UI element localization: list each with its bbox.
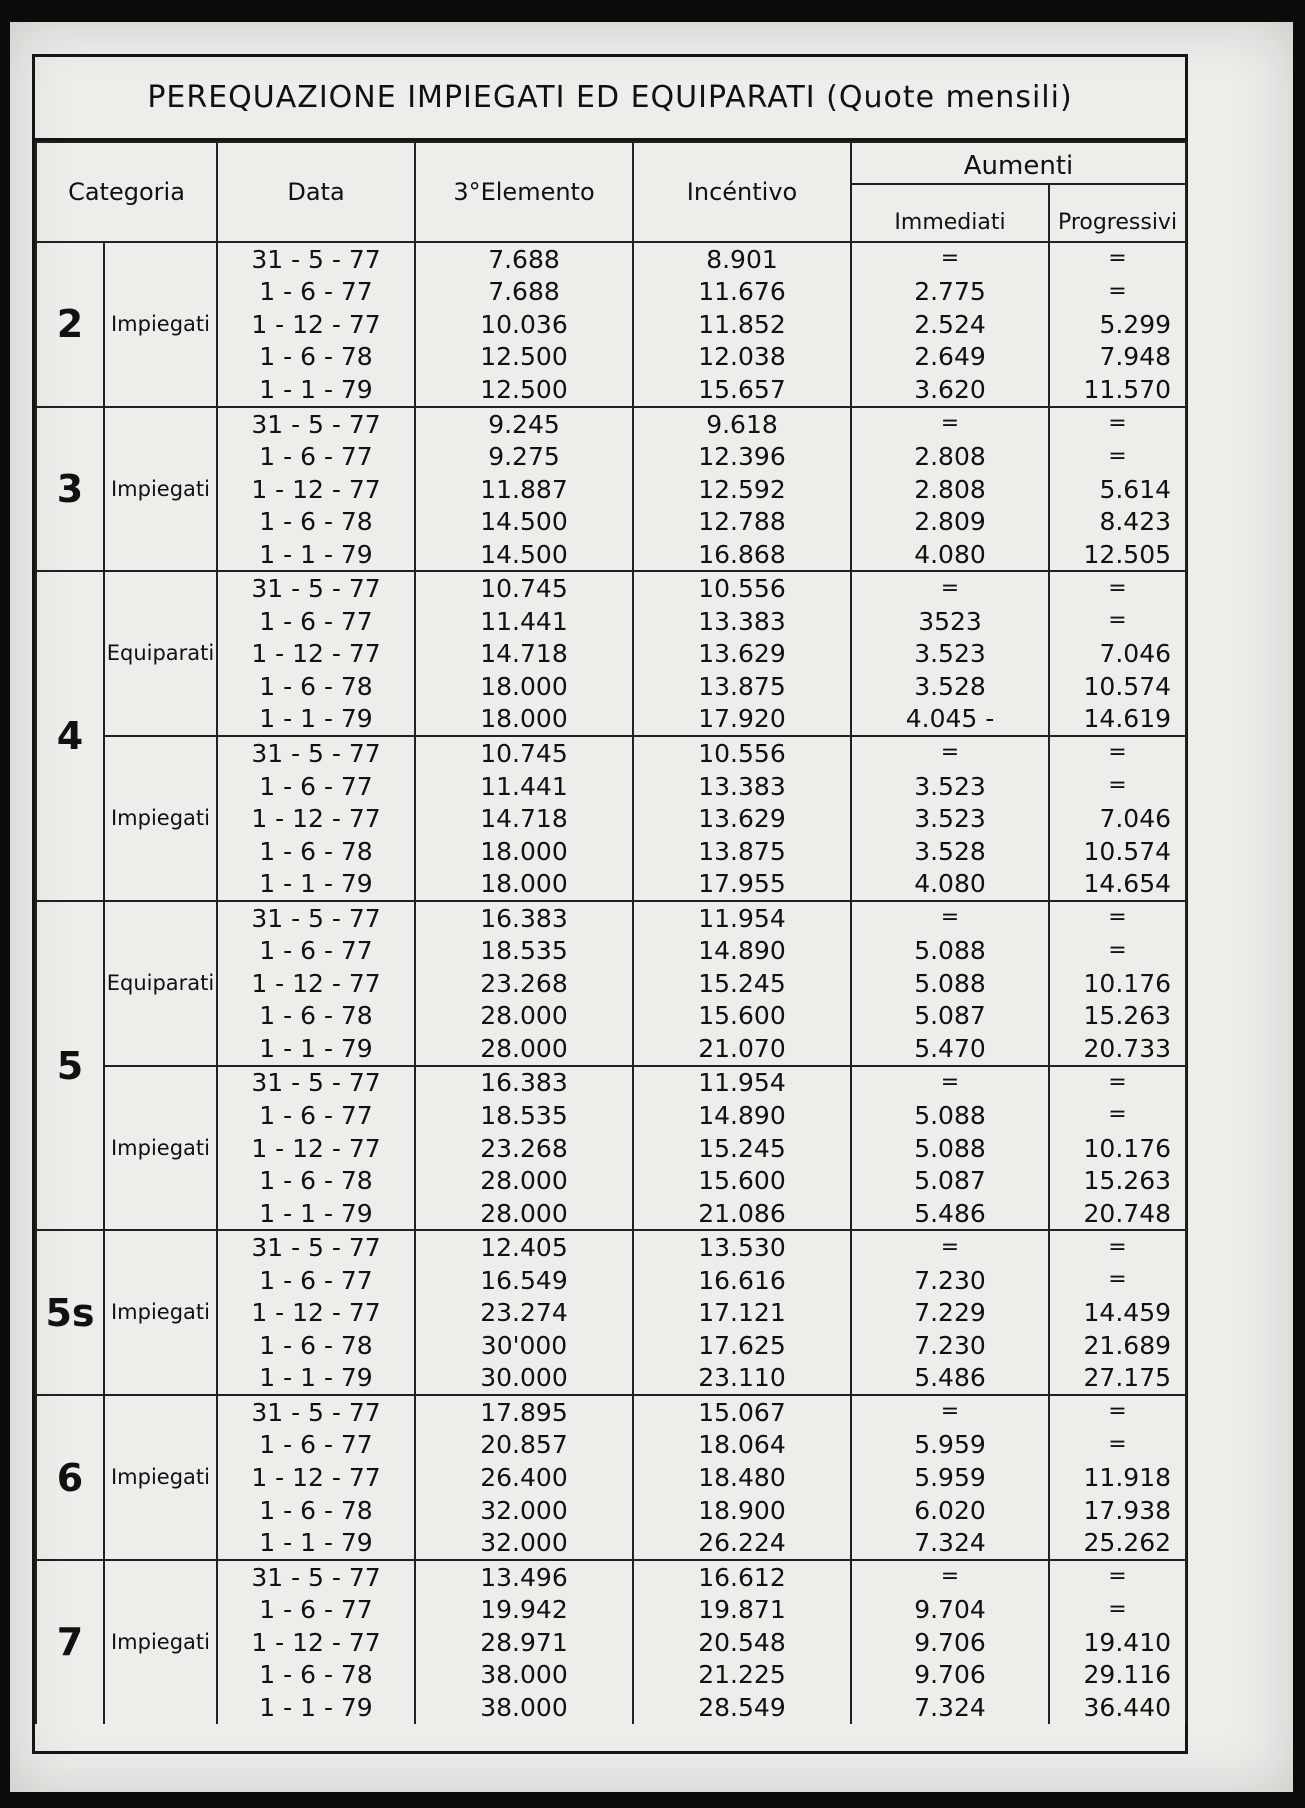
progressivi-cell: = [1049, 770, 1186, 803]
date-cell: 1 - 1 - 79 [217, 373, 415, 407]
progressivi-cell: = [1049, 605, 1186, 638]
progressivi-cell: = [1049, 440, 1186, 473]
terzo-elemento-cell: 23.268 [415, 967, 633, 1000]
progressivi-cell: 27.175 [1049, 1362, 1186, 1396]
terzo-elemento-cell: 14.500 [415, 505, 633, 538]
date-cell: 1 - 6 - 77 [217, 1099, 415, 1132]
date-cell: 31 - 5 - 77 [217, 1395, 415, 1429]
incentivo-cell: 10.556 [633, 571, 851, 605]
type-cell: Impiegati [104, 1560, 217, 1724]
progressivi-cell: 5.299 [1049, 308, 1186, 341]
immediati-cell: 7.324 [851, 1691, 1049, 1724]
category-cell: 7 [36, 1560, 104, 1724]
date-cell: 1 - 6 - 77 [217, 276, 415, 309]
incentivo-cell: 21.086 [633, 1197, 851, 1231]
progressivi-cell: 10.574 [1049, 835, 1186, 868]
terzo-elemento-cell: 14.718 [415, 638, 633, 671]
incentivo-cell: 15.600 [633, 1164, 851, 1197]
date-cell: 1 - 12 - 77 [217, 638, 415, 671]
perequazione-table [35, 141, 1187, 1724]
date-cell: 1 - 12 - 77 [217, 802, 415, 835]
terzo-elemento-cell: 18.000 [415, 867, 633, 901]
date-cell: 31 - 5 - 77 [217, 242, 415, 276]
date-cell: 1 - 12 - 77 [217, 1461, 415, 1494]
type-cell: Impiegati [104, 736, 217, 901]
progressivi-cell: = [1049, 1099, 1186, 1132]
date-cell: 1 - 6 - 77 [217, 605, 415, 638]
terzo-elemento-cell: 30'000 [415, 1329, 633, 1362]
progressivi-cell: 11.918 [1049, 1461, 1186, 1494]
date-cell: 1 - 6 - 78 [217, 1164, 415, 1197]
progressivi-cell: 12.505 [1049, 538, 1186, 572]
terzo-elemento-cell: 23.274 [415, 1297, 633, 1330]
incentivo-cell: 12.396 [633, 440, 851, 473]
date-cell: 31 - 5 - 77 [217, 571, 415, 605]
incentivo-cell: 12.788 [633, 505, 851, 538]
type-cell: Equiparati [104, 901, 217, 1066]
progressivi-cell: = [1049, 1264, 1186, 1297]
category-cell: 5 [36, 901, 104, 1230]
type-cell: Impiegati [104, 1395, 217, 1560]
incentivo-cell: 18.064 [633, 1429, 851, 1462]
immediati-cell: 5.088 [851, 934, 1049, 967]
immediati-cell: 7.230 [851, 1329, 1049, 1362]
progressivi-cell: 14.459 [1049, 1297, 1186, 1330]
date-cell: 1 - 1 - 79 [217, 1362, 415, 1396]
incentivo-cell: 9.618 [633, 407, 851, 441]
date-cell: 1 - 6 - 77 [217, 1264, 415, 1297]
date-cell: 1 - 6 - 78 [217, 670, 415, 703]
immediati-cell: 2.524 [851, 308, 1049, 341]
immediati-cell: 5.087 [851, 1000, 1049, 1033]
immediati-cell: 3.620 [851, 373, 1049, 407]
progressivi-cell: 7.046 [1049, 638, 1186, 671]
date-cell: 1 - 6 - 78 [217, 835, 415, 868]
incentivo-cell: 23.110 [633, 1362, 851, 1396]
table-row [36, 242, 1186, 276]
immediati-cell: 5.486 [851, 1197, 1049, 1231]
incentivo-cell: 21.225 [633, 1659, 851, 1692]
incentivo-cell: 15.600 [633, 1000, 851, 1033]
date-cell: 1 - 12 - 77 [217, 1626, 415, 1659]
terzo-elemento-cell: 14.500 [415, 538, 633, 572]
table-row [36, 736, 1186, 770]
date-cell: 1 - 1 - 79 [217, 867, 415, 901]
immediati-cell: 5.088 [851, 1132, 1049, 1165]
table-row [36, 901, 1186, 935]
date-cell: 1 - 12 - 77 [217, 1297, 415, 1330]
progressivi-cell: 20.733 [1049, 1032, 1186, 1066]
immediati-cell: 3.528 [851, 835, 1049, 868]
category-cell: 2 [36, 242, 104, 407]
progressivi-cell: 7.948 [1049, 341, 1186, 374]
immediati-cell: 4.080 [851, 538, 1049, 572]
incentivo-cell: 10.556 [633, 736, 851, 770]
terzo-elemento-cell: 26.400 [415, 1461, 633, 1494]
immediati-cell: 2.808 [851, 473, 1049, 506]
immediati-cell: 6.020 [851, 1494, 1049, 1527]
date-cell: 1 - 1 - 79 [217, 1691, 415, 1724]
category-cell: 3 [36, 407, 104, 572]
terzo-elemento-cell: 17.895 [415, 1395, 633, 1429]
progressivi-cell: = [1049, 407, 1186, 441]
progressivi-cell: = [1049, 901, 1186, 935]
date-cell: 1 - 12 - 77 [217, 967, 415, 1000]
terzo-elemento-cell: 12.500 [415, 341, 633, 374]
progressivi-cell: 10.574 [1049, 670, 1186, 703]
progressivi-cell: 19.410 [1049, 1626, 1186, 1659]
category-cell: 6 [36, 1395, 104, 1560]
progressivi-cell: = [1049, 1230, 1186, 1264]
immediati-cell: = [851, 736, 1049, 770]
terzo-elemento-cell: 13.496 [415, 1560, 633, 1594]
terzo-elemento-cell: 10.036 [415, 308, 633, 341]
progressivi-cell: 15.263 [1049, 1164, 1186, 1197]
incentivo-cell: 26.224 [633, 1526, 851, 1560]
incentivo-cell: 15.245 [633, 967, 851, 1000]
progressivi-cell: = [1049, 1429, 1186, 1462]
immediati-cell: 5.959 [851, 1461, 1049, 1494]
incentivo-cell: 11.954 [633, 901, 851, 935]
terzo-elemento-cell: 18.535 [415, 934, 633, 967]
date-cell: 1 - 1 - 79 [217, 1197, 415, 1231]
document-page [10, 22, 1293, 1792]
progressivi-cell: = [1049, 1066, 1186, 1100]
type-cell: Impiegati [104, 242, 217, 407]
progressivi-cell: 36.440 [1049, 1691, 1186, 1724]
incentivo-cell: 16.612 [633, 1560, 851, 1594]
immediati-cell: 2.775 [851, 276, 1049, 309]
terzo-elemento-cell: 18.000 [415, 670, 633, 703]
terzo-elemento-cell: 23.268 [415, 1132, 633, 1165]
incentivo-cell: 13.629 [633, 638, 851, 671]
incentivo-cell: 17.955 [633, 867, 851, 901]
terzo-elemento-cell: 7.688 [415, 276, 633, 309]
terzo-elemento-cell: 12.405 [415, 1230, 633, 1264]
date-cell: 1 - 6 - 78 [217, 1000, 415, 1033]
progressivi-cell: 10.176 [1049, 1132, 1186, 1165]
terzo-elemento-cell: 32.000 [415, 1526, 633, 1560]
terzo-elemento-cell: 16.383 [415, 901, 633, 935]
incentivo-cell: 17.625 [633, 1329, 851, 1362]
immediati-cell: 3.523 [851, 770, 1049, 803]
terzo-elemento-cell: 9.245 [415, 407, 633, 441]
progressivi-cell: 17.938 [1049, 1494, 1186, 1527]
terzo-elemento-cell: 38.000 [415, 1659, 633, 1692]
progressivi-cell: = [1049, 242, 1186, 276]
date-cell: 31 - 5 - 77 [217, 1066, 415, 1100]
date-cell: 31 - 5 - 77 [217, 407, 415, 441]
incentivo-cell: 19.871 [633, 1593, 851, 1626]
category-cell: 4 [36, 571, 104, 900]
progressivi-cell: 29.116 [1049, 1659, 1186, 1692]
incentivo-cell: 15.657 [633, 373, 851, 407]
immediati-cell: = [851, 242, 1049, 276]
table-body [36, 242, 1186, 1724]
incentivo-cell: 12.592 [633, 473, 851, 506]
progressivi-cell: 5.614 [1049, 473, 1186, 506]
terzo-elemento-cell: 28.000 [415, 1032, 633, 1066]
date-cell: 1 - 6 - 78 [217, 341, 415, 374]
type-cell: Impiegati [104, 1066, 217, 1231]
progressivi-cell: = [1049, 1560, 1186, 1594]
incentivo-cell: 15.245 [633, 1132, 851, 1165]
date-cell: 1 - 6 - 78 [217, 1329, 415, 1362]
progressivi-cell: 14.654 [1049, 867, 1186, 901]
incentivo-cell: 11.852 [633, 308, 851, 341]
progressivi-cell: = [1049, 571, 1186, 605]
immediati-cell: 2.808 [851, 440, 1049, 473]
date-cell: 1 - 6 - 78 [217, 1659, 415, 1692]
progressivi-cell: 14.619 [1049, 703, 1186, 737]
date-cell: 1 - 12 - 77 [217, 1132, 415, 1165]
table-row [36, 407, 1186, 441]
incentivo-cell: 11.954 [633, 1066, 851, 1100]
immediati-cell: 5.959 [851, 1429, 1049, 1462]
header-incentivo: Incéntivo [633, 142, 851, 242]
terzo-elemento-cell: 10.745 [415, 571, 633, 605]
date-cell: 1 - 6 - 78 [217, 1494, 415, 1527]
immediati-cell: 3.528 [851, 670, 1049, 703]
date-cell: 1 - 6 - 77 [217, 440, 415, 473]
terzo-elemento-cell: 11.441 [415, 770, 633, 803]
progressivi-cell: = [1049, 1395, 1186, 1429]
terzo-elemento-cell: 10.745 [415, 736, 633, 770]
progressivi-cell: = [1049, 276, 1186, 309]
table-row [36, 1230, 1186, 1264]
header-progressivi: Progressivi [1049, 184, 1186, 242]
immediati-cell: 3523 [851, 605, 1049, 638]
terzo-elemento-cell: 28.971 [415, 1626, 633, 1659]
progressivi-cell: = [1049, 934, 1186, 967]
immediati-cell: 9.706 [851, 1659, 1049, 1692]
header-aumenti: Aumenti [851, 142, 1186, 184]
immediati-cell: 7.230 [851, 1264, 1049, 1297]
immediati-cell: = [851, 1230, 1049, 1264]
date-cell: 1 - 6 - 77 [217, 934, 415, 967]
immediati-cell: 3.523 [851, 802, 1049, 835]
immediati-cell: 3.523 [851, 638, 1049, 671]
terzo-elemento-cell: 28.000 [415, 1000, 633, 1033]
progressivi-cell: 20.748 [1049, 1197, 1186, 1231]
immediati-cell: 7.324 [851, 1526, 1049, 1560]
terzo-elemento-cell: 18.000 [415, 835, 633, 868]
incentivo-cell: 13.875 [633, 670, 851, 703]
terzo-elemento-cell: 18.535 [415, 1099, 633, 1132]
immediati-cell: 5.470 [851, 1032, 1049, 1066]
progressivi-cell: 15.263 [1049, 1000, 1186, 1033]
immediati-cell: 7.229 [851, 1297, 1049, 1330]
table-row [36, 1395, 1186, 1429]
type-cell: Impiegati [104, 1230, 217, 1395]
terzo-elemento-cell: 32.000 [415, 1494, 633, 1527]
date-cell: 31 - 5 - 77 [217, 736, 415, 770]
type-cell: Equiparati [104, 571, 217, 736]
immediati-cell: = [851, 571, 1049, 605]
immediati-cell: 4.045 - [851, 703, 1049, 737]
document-title: PEREQUAZIONE IMPIEGATI ED EQUIPARATI (Quote mensili) [35, 57, 1185, 141]
category-cell: 5s [36, 1230, 104, 1395]
date-cell: 1 - 6 - 77 [217, 770, 415, 803]
immediati-cell: 5.088 [851, 1099, 1049, 1132]
date-cell: 1 - 6 - 78 [217, 505, 415, 538]
incentivo-cell: 15.067 [633, 1395, 851, 1429]
header-immediati: Immediati [851, 184, 1049, 242]
incentivo-cell: 14.890 [633, 1099, 851, 1132]
terzo-elemento-cell: 7.688 [415, 242, 633, 276]
terzo-elemento-cell: 38.000 [415, 1691, 633, 1724]
progressivi-cell: = [1049, 1593, 1186, 1626]
immediati-cell: 9.704 [851, 1593, 1049, 1626]
terzo-elemento-cell: 11.441 [415, 605, 633, 638]
immediati-cell: 5.486 [851, 1362, 1049, 1396]
incentivo-cell: 14.890 [633, 934, 851, 967]
immediati-cell: 5.087 [851, 1164, 1049, 1197]
immediati-cell: = [851, 407, 1049, 441]
date-cell: 31 - 5 - 77 [217, 1230, 415, 1264]
terzo-elemento-cell: 16.383 [415, 1066, 633, 1100]
table-frame [32, 54, 1188, 1754]
immediati-cell: 4.080 [851, 867, 1049, 901]
terzo-elemento-cell: 30.000 [415, 1362, 633, 1396]
incentivo-cell: 17.121 [633, 1297, 851, 1330]
incentivo-cell: 21.070 [633, 1032, 851, 1066]
incentivo-cell: 18.900 [633, 1494, 851, 1527]
date-cell: 1 - 1 - 79 [217, 1032, 415, 1066]
date-cell: 1 - 6 - 77 [217, 1429, 415, 1462]
terzo-elemento-cell: 12.500 [415, 373, 633, 407]
type-cell: Impiegati [104, 407, 217, 572]
incentivo-cell: 8.901 [633, 242, 851, 276]
table-row [36, 571, 1186, 605]
terzo-elemento-cell: 28.000 [415, 1197, 633, 1231]
table-row [36, 1560, 1186, 1594]
immediati-cell: = [851, 1395, 1049, 1429]
incentivo-cell: 12.038 [633, 341, 851, 374]
terzo-elemento-cell: 11.887 [415, 473, 633, 506]
date-cell: 1 - 1 - 79 [217, 538, 415, 572]
immediati-cell: 2.809 [851, 505, 1049, 538]
progressivi-cell: 10.176 [1049, 967, 1186, 1000]
header-terzo-elemento: 3°Elemento [415, 142, 633, 242]
header-data: Data [217, 142, 415, 242]
incentivo-cell: 20.548 [633, 1626, 851, 1659]
progressivi-cell: 7.046 [1049, 802, 1186, 835]
immediati-cell: 9.706 [851, 1626, 1049, 1659]
immediati-cell: = [851, 1066, 1049, 1100]
immediati-cell: 5.088 [851, 967, 1049, 1000]
terzo-elemento-cell: 20.857 [415, 1429, 633, 1462]
incentivo-cell: 13.629 [633, 802, 851, 835]
terzo-elemento-cell: 16.549 [415, 1264, 633, 1297]
incentivo-cell: 13.383 [633, 605, 851, 638]
date-cell: 1 - 1 - 79 [217, 1526, 415, 1560]
incentivo-cell: 18.480 [633, 1461, 851, 1494]
terzo-elemento-cell: 28.000 [415, 1164, 633, 1197]
incentivo-cell: 17.920 [633, 703, 851, 737]
date-cell: 1 - 12 - 77 [217, 308, 415, 341]
incentivo-cell: 13.383 [633, 770, 851, 803]
incentivo-cell: 16.616 [633, 1264, 851, 1297]
header-categoria: Categoria [36, 142, 217, 242]
date-cell: 1 - 1 - 79 [217, 703, 415, 737]
incentivo-cell: 13.530 [633, 1230, 851, 1264]
progressivi-cell: = [1049, 736, 1186, 770]
incentivo-cell: 11.676 [633, 276, 851, 309]
date-cell: 31 - 5 - 77 [217, 901, 415, 935]
immediati-cell: = [851, 1560, 1049, 1594]
terzo-elemento-cell: 9.275 [415, 440, 633, 473]
date-cell: 1 - 6 - 77 [217, 1593, 415, 1626]
terzo-elemento-cell: 14.718 [415, 802, 633, 835]
immediati-cell: = [851, 901, 1049, 935]
incentivo-cell: 28.549 [633, 1691, 851, 1724]
incentivo-cell: 13.875 [633, 835, 851, 868]
date-cell: 1 - 12 - 77 [217, 473, 415, 506]
progressivi-cell: 21.689 [1049, 1329, 1186, 1362]
progressivi-cell: 11.570 [1049, 373, 1186, 407]
progressivi-cell: 8.423 [1049, 505, 1186, 538]
progressivi-cell: 25.262 [1049, 1526, 1186, 1560]
incentivo-cell: 16.868 [633, 538, 851, 572]
terzo-elemento-cell: 18.000 [415, 703, 633, 737]
table-row [36, 1066, 1186, 1100]
terzo-elemento-cell: 19.942 [415, 1593, 633, 1626]
date-cell: 31 - 5 - 77 [217, 1560, 415, 1594]
immediati-cell: 2.649 [851, 341, 1049, 374]
